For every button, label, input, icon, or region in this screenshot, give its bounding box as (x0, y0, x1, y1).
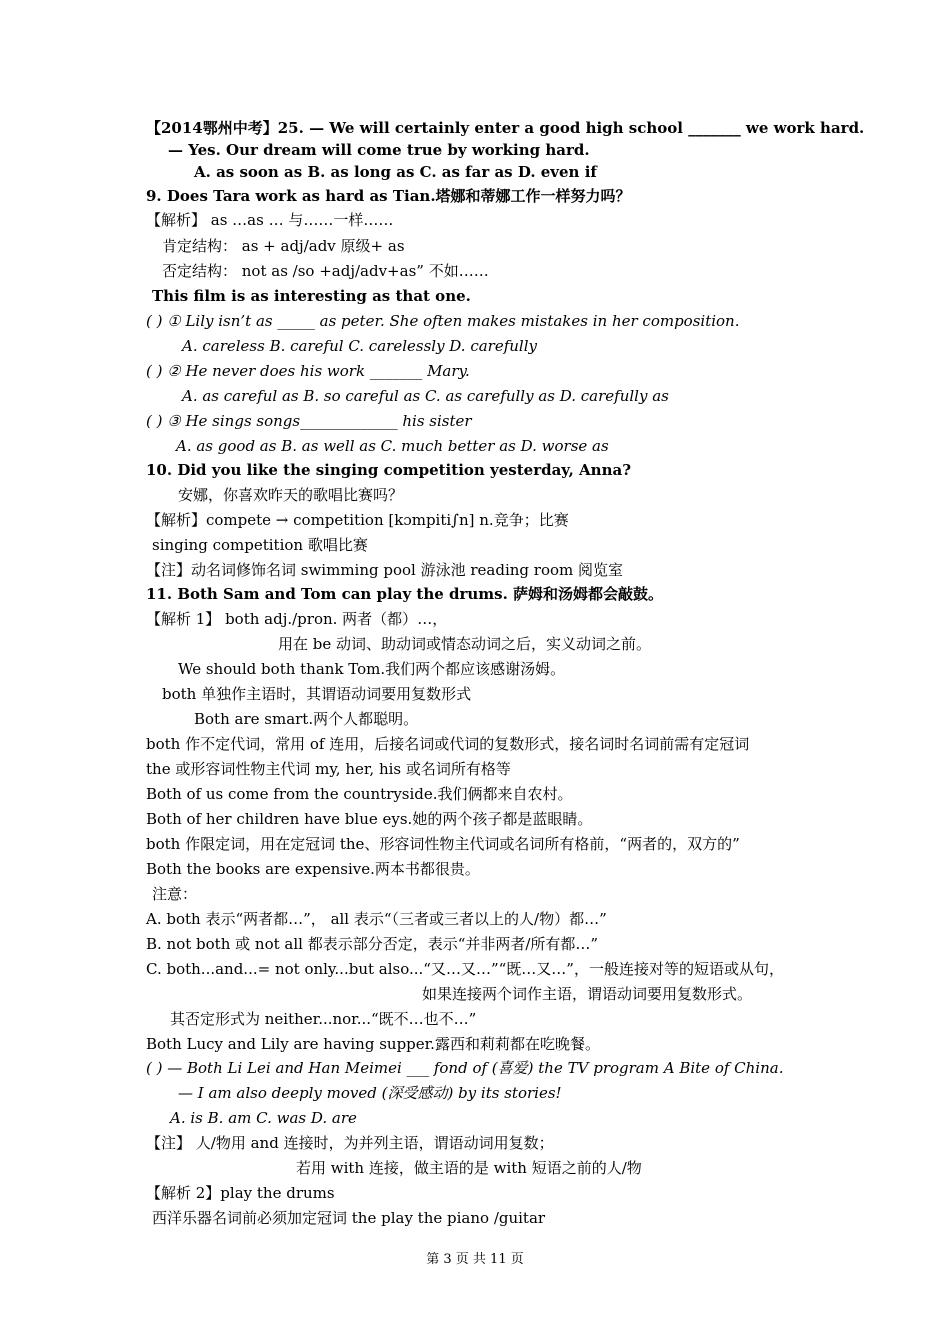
note-a: A. both 表示“两者都…”， all 表示“（三者或三者以上的人/物）都…” (146, 910, 607, 928)
negative-form: 其否定形式为 neither...nor...“既不…也不…” (170, 1010, 477, 1028)
example-sentence: This film is as interesting as that one. (152, 287, 471, 305)
both-pronoun-rule: both 作不定代词，常用 of 连用，后接名词或代词的复数形式，接名词时名词前需有定冠词 (146, 735, 750, 753)
negative-structure: 否定结构： not as /so +adj/adv+as” 不如…… (162, 262, 489, 280)
answer-options: A. as soon as B. as long as C. as far as D. even if (194, 163, 597, 181)
exercise-2-options: A. as careful as B. so careful as C. as carefully as D. carefully as (182, 387, 669, 405)
page-footer: 第 3 页 共 11 页 (426, 1252, 524, 1267)
both-position-rule: 用在 be 动词、助动词或情态动词之后，实义动词之前。 (278, 635, 652, 653)
analysis-1-both: 【解析 1】 both adj./pron. 两者（都）…， (146, 610, 448, 628)
exercise-4-reply: — I am also deeply moved (深受感动) by its stories! (178, 1084, 562, 1102)
analysis-compete: 【解析】compete → competition [kɔmpiti∫n] n.竞争；比赛 (146, 511, 569, 529)
exercise-3: ( ) ③ He sings songs_____________ his sister (146, 412, 472, 430)
note-c: C. both...and...= not only...but also...“又…又…”“既…又…”，一般连接对等的短语或从句， (146, 960, 784, 978)
example-both-4: Both of her children have blue eys.她的两个孩子都是蓝眼睛。 (146, 810, 593, 828)
section-11-title: 11. Both Sam and Tom can play the drums. 萨姆和汤姆都会敲鼓。 (146, 585, 664, 603)
exercise-2: ( ) ② He never does his work _______ Mary. (146, 362, 470, 380)
exercise-4: ( ) — Both Li Lei and Han Meimei ___ fond of (喜爱) the TV program A Bite of China. (146, 1059, 784, 1077)
example-both-2: Both are smart.两个人都聪明。 (194, 710, 419, 728)
attention-label: 注意： (152, 885, 198, 903)
dialogue-reply: — Yes. Our dream will come true by working hard. (168, 141, 590, 159)
singing-competition: singing competition 歌唱比赛 (152, 536, 368, 554)
both-subject-rule: both 单独作主语时，其谓语动词要用复数形式 (162, 685, 472, 703)
affirmative-structure: 肯定结构： as + adj/adv 原级+ as (162, 237, 405, 255)
both-determiner-rule: both 作限定词，用在定冠词 the、形容词性物主代词或名词所有格前，“两者的，双方的” (146, 835, 740, 853)
exercise-1-options: A. careless B. careful C. carelessly D. carefully (182, 337, 538, 355)
note-c-cont: 如果连接两个词作主语，谓语动词要用复数形式。 (422, 985, 753, 1003)
example-both-1: We should both thank Tom.我们两个都应该感谢汤姆。 (178, 660, 566, 678)
example-both-3: Both of us come from the countryside.我们俩都来自农村。 (146, 785, 573, 803)
exercise-1: ( ) ① Lily isn’t as _____ as peter. She often makes mistakes in her composition. (146, 312, 740, 330)
section-10-translation: 安娜，你喜欢昨天的歌唱比赛吗？ (178, 486, 404, 504)
note-gerund: 【注】动名词修饰名词 swimming pool 游泳池 reading room 阅览室 (146, 561, 624, 579)
example-both-5: Both the books are expensive.两本书都很贵。 (146, 860, 480, 878)
analysis-2: 【解析 2】play the drums (146, 1184, 335, 1202)
note-and: 【注】 人/物用 and 连接时，为并列主语，谓语动词用复数； (146, 1134, 554, 1152)
note-with: 若用 with 连接，做主语的是 with 短语之前的人/物 (296, 1159, 642, 1177)
exercise-3-options: A. as good as B. as well as C. much better as D. worse as (176, 437, 609, 455)
exam-question-25: 【2014鄂州中考】25. — We will certainly enter a good high school _______ we work hard. (146, 119, 865, 137)
note-b: B. not both 或 not all 都表示部分否定，表示“并非两者/所有都…” (146, 935, 599, 953)
section-9-title: 9. Does Tara work as hard as Tian.塔娜和蒂娜工作一样努力吗？ (146, 187, 631, 205)
analysis-heading: 【解析】 as …as … 与……一样…… (146, 211, 394, 229)
instrument-rule: 西洋乐器名词前必须加定冠词 the play the piano /guitar (152, 1209, 546, 1227)
both-pronoun-rule-cont: the 或形容词性物主代词 my, her, his 或名词所有格等 (146, 760, 511, 778)
exercise-4-options: A. is B. am C. was D. are (170, 1109, 357, 1127)
section-10-title: 10. Did you like the singing competition yesterday, Anna? (146, 461, 631, 479)
example-both-6: Both Lucy and Lily are having supper.露西和莉莉都在吃晚餐。 (146, 1035, 600, 1053)
